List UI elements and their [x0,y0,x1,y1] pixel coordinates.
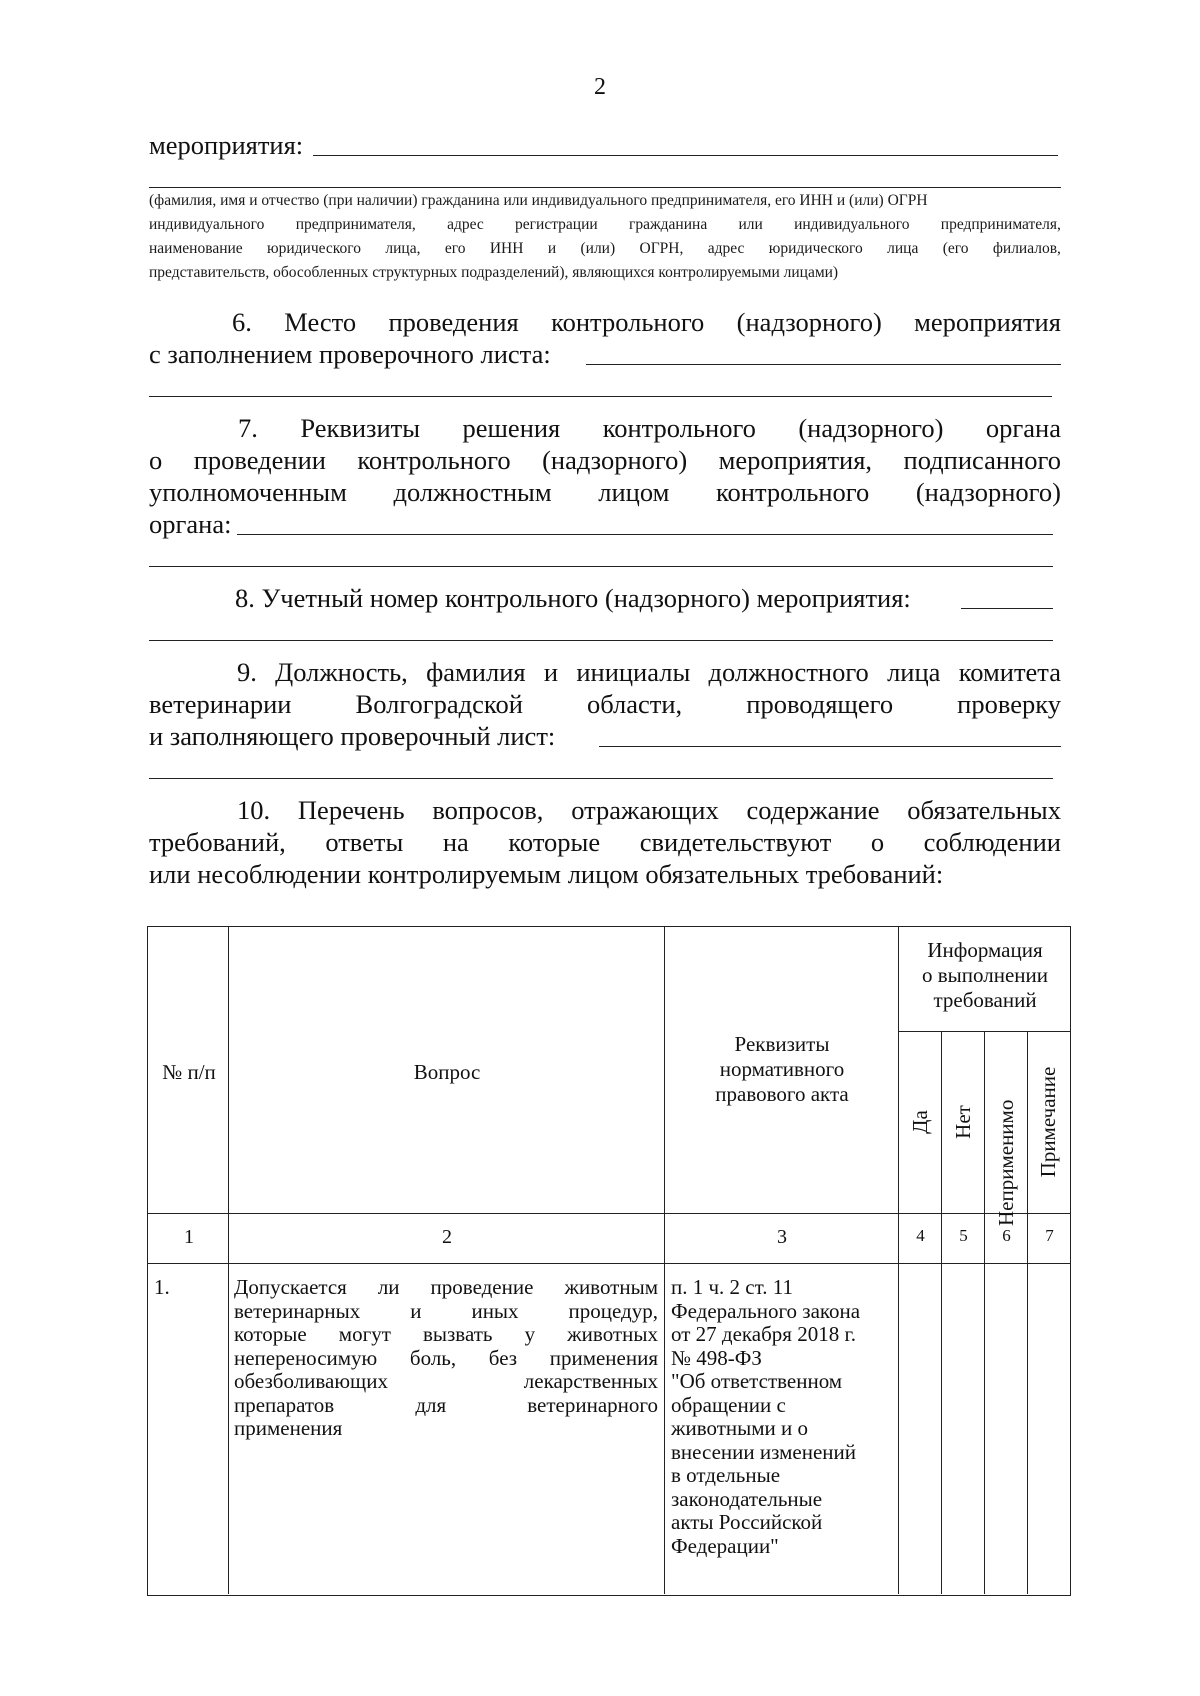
col-divider [228,926,229,1594]
word: проверку [957,689,1061,719]
note-line: (фамилия, имя и отчество (при наличии) гражданина или индивидуального предпринимателя, его ИНН и (или) ОГРН [149,192,928,209]
item10-line1 [237,794,1061,826]
header-num: № п/п [162,1060,216,1084]
fill-line [586,364,1061,365]
word: ответы [325,827,404,857]
word: его [444,240,466,257]
word: 6. [232,307,252,337]
item6-line1 [232,306,1061,338]
question-line: применения [234,1416,343,1440]
word: филиалов, [992,240,1061,257]
word: (надзорного) [915,477,1061,507]
word: (его [942,240,969,257]
header-na: Неприменимо [994,1099,1018,1226]
word: лекарственных [523,1369,658,1393]
word: или [738,216,763,233]
colnum: 4 [916,1226,925,1245]
word: должностным [393,477,552,507]
word: 7. [238,413,258,443]
note-line [149,237,1061,261]
fill-line [149,640,1053,641]
word: должностного [708,657,869,687]
question-line [234,1323,658,1347]
word: которые [234,1322,307,1346]
word: фамилия [426,657,526,687]
item7-line4: органа: [149,509,232,539]
event-label: мероприятия: [149,130,304,160]
item9-line3: и заполняющего проверочный лист: [149,721,556,751]
word: предпринимателя, [940,216,1061,233]
word: применения [549,1345,658,1370]
colnum: 6 [1002,1226,1011,1245]
word: которые [508,827,601,857]
word: (надзорного) [542,445,688,475]
word: уполномоченным [149,477,347,507]
header-act-line: правового акта [715,1082,849,1106]
word: проведении [193,445,326,475]
act-line: законодательные [671,1486,823,1511]
act-line: № 498-ФЗ [671,1345,762,1370]
item7-line3 [149,476,1061,508]
word: юридического [267,240,362,257]
item6-line2: с заполнением проверочного листа: [149,339,551,369]
word: регистрации [515,216,598,233]
word: Допускается [234,1275,347,1299]
word: о [870,827,885,857]
word: индивидуального [149,216,265,233]
word: Реквизиты [300,413,421,443]
word: иных [471,1298,519,1323]
act-line: внесении изменений [671,1439,856,1464]
header-info-line: требований [933,988,1037,1012]
word: решения [462,413,561,443]
word: 9. [237,657,257,687]
colnum: 7 [1045,1226,1054,1245]
word: области, [586,689,683,719]
word: процедур, [568,1298,658,1323]
word: контрольного [357,445,511,475]
word: лица [887,657,941,687]
col-divider [664,926,665,1594]
act-line: "Об ответственном [671,1369,843,1393]
act-line: Федерации" [671,1533,779,1558]
act-line: в отдельные [671,1463,781,1487]
header-info-line: Информация [927,938,1043,962]
fill-line [149,187,1061,188]
question-line [234,1276,658,1300]
word: содержание [746,795,880,825]
word: вызвать [422,1322,493,1346]
fill-line [961,608,1053,609]
col-divider [941,1031,942,1594]
word: (надзорного) [736,307,882,337]
word: ветеринарного [527,1392,658,1417]
word: контрольного [551,307,705,337]
word: Должность, [275,657,408,687]
act-line: п. 1 ч. 2 ст. 11 [671,1275,793,1299]
word: лица [887,240,919,257]
header-act-line: Реквизиты [734,1032,830,1056]
colnum: 5 [959,1226,968,1245]
item7-line2 [149,444,1061,476]
col-divider [1027,1031,1028,1594]
word: ОГРН, [639,240,684,257]
word: адрес [707,240,745,257]
word: соблюдении [923,827,1061,857]
word: обезболивающих [234,1369,388,1393]
act-line: животными и о [671,1416,809,1440]
item9-line2 [149,688,1061,720]
colnum: 3 [777,1226,787,1248]
word: свидетельствуют [639,827,832,857]
word: обязательных [907,795,1061,825]
word: ли [377,1275,400,1299]
word: требований, [149,827,286,857]
word: непереносимую [234,1345,378,1370]
item7-line1 [238,412,1061,444]
row1-act [671,1276,893,1558]
header-note: Примечание [1036,1066,1060,1178]
word: инициалы [576,657,691,687]
word: отражающих [571,795,719,825]
word: проведения [388,307,519,337]
word: Место [284,307,357,337]
question-line [234,1347,658,1371]
word: на [442,827,469,857]
act-line: акты Российской [671,1510,823,1534]
word: предпринимателя, [295,216,416,233]
header-act-line: нормативного [719,1057,845,1081]
fill-line [237,534,1053,535]
note-line [149,213,1061,237]
word: и [410,1298,422,1323]
word: Перечень [297,795,405,825]
word: могут [338,1322,391,1346]
word: 10. [237,795,271,825]
row1-question [234,1276,658,1441]
word: органа [985,413,1061,443]
row-divider [147,1263,1070,1264]
note-line: представительств, обособленных структурных подразделений), являющихся контролируемыми лицами) [149,264,839,281]
word: без [488,1345,518,1370]
word: (или) [580,240,616,257]
page-number: 2 [594,74,606,100]
word: контрольного [716,477,870,507]
person-note [149,189,1061,285]
word: юридического [768,240,863,257]
word: вопросов, [432,795,544,825]
item9-line1 [237,656,1061,688]
fill-line [149,396,1052,397]
word: (надзорного) [798,413,944,443]
question-line [234,1300,658,1324]
col-divider [898,926,899,1594]
act-line: обращении с [671,1392,786,1417]
word: адрес [447,216,484,233]
word: животным [564,1275,658,1299]
header-act [666,1032,898,1107]
fill-line [599,746,1061,747]
word: животных [567,1322,658,1346]
word: проводящего [746,689,894,719]
word: и [543,657,559,687]
row-divider [147,1213,1070,1214]
act-line: от 27 декабря 2018 г. [671,1322,856,1346]
word: гражданина [628,216,708,233]
word: ветеринарных [234,1298,361,1323]
word: ветеринарии [149,689,292,719]
word: для [415,1392,447,1417]
question-line [234,1394,658,1418]
header-no: Нет [951,1105,975,1139]
question-line [234,1370,658,1394]
word: мероприятия, [718,445,873,475]
header-question: Вопрос [413,1060,481,1084]
word: Волгоградской [355,689,523,719]
fill-line [149,566,1053,567]
word: препаратов [234,1392,335,1417]
word: боль, [409,1345,457,1370]
word: лица, [385,240,421,257]
word: мероприятия [914,307,1061,337]
item10-line2 [149,826,1061,858]
header-yes: Да [908,1110,932,1134]
word: контрольного [602,413,756,443]
col-divider [984,1031,985,1594]
fill-line [149,778,1053,779]
table-border [147,926,1071,1596]
header-info [900,938,1070,1013]
word: индивидуального [794,216,910,233]
word: проведение [430,1275,534,1299]
item8-line1: 8. Учетный номер контрольного (надзорного) мероприятия: [235,583,911,613]
word: о [149,445,163,475]
word: подписанного [903,445,1061,475]
word: и [547,240,557,257]
colnum: 1 [184,1226,194,1248]
word: комитета [958,657,1061,687]
act-line: Федерального закона [671,1298,861,1323]
word: ИНН [489,240,524,257]
word: лицом [598,477,670,507]
fill-line [313,155,1058,156]
header-info-line: о выполнении [922,963,1048,987]
word: у [524,1322,536,1346]
item10-line3: или несоблюдении контролируемым лицом обязательных требований: [149,859,944,889]
word: наименование [149,240,243,257]
row1-num: 1. [154,1275,170,1299]
colnum: 2 [442,1226,452,1248]
